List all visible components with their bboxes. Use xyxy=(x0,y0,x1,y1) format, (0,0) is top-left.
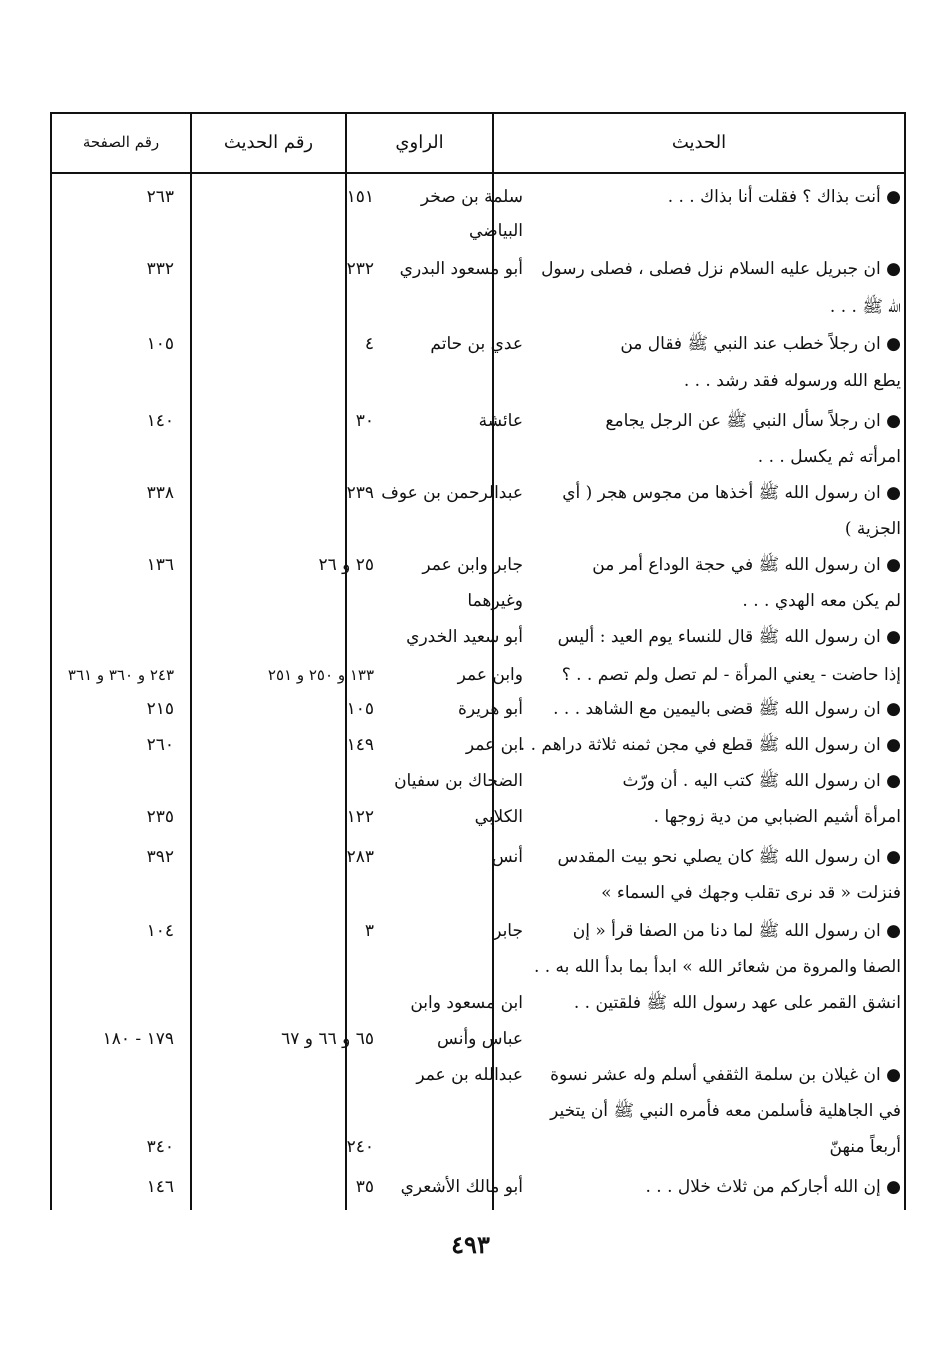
hadith-text: الله ﷺ . . . xyxy=(829,297,901,317)
rawi-text: ابن مسعود وابن xyxy=(410,993,523,1013)
rawi-text: وابن عمر xyxy=(457,665,523,685)
hadith-text: ● ان رسول الله ﷺ في حجة الوداع أمر من xyxy=(592,555,901,575)
hadith-number: ٢٤٠ xyxy=(346,1137,374,1157)
hadith-text: أربعاً منهنّ xyxy=(829,1137,901,1157)
hadith-text: ● إن الله أجاركم من ثلاث خلال . . . xyxy=(645,1177,901,1197)
rawi-text: عدي بن حاتم xyxy=(430,334,523,354)
page-number: ٢٣٥ xyxy=(146,807,174,827)
hadith-number: ٣ xyxy=(364,921,374,941)
rawi-text: الكلابي xyxy=(474,807,523,827)
hadith-text: ● ان رسول الله ﷺ قضى باليمين مع الشاهد . . . xyxy=(553,699,901,719)
rawi-text: البياضي xyxy=(469,221,523,241)
hadith-text: امرأة أشيم الضبابي من دية زوجها . xyxy=(653,807,901,827)
page-folio-number: ٤٩٣ xyxy=(451,1230,490,1259)
page-number: ١٧٩ - ١٨٠ xyxy=(102,1029,174,1049)
hadith-text: في الجاهلية فأسلمن معه فأمره النبي ﷺ أن يتخير xyxy=(550,1101,901,1121)
hadith-number: ١٥١ xyxy=(346,187,374,207)
hadith-text: امرأته ثم يكسل . . . xyxy=(757,447,901,467)
hadith-number: ١٤٩ xyxy=(346,735,374,755)
rawi-text: عباس وأنس xyxy=(437,1029,523,1049)
page-number: ١٠٥ xyxy=(146,334,174,354)
hadith-text: يطع الله ورسوله فقد رشد . . . xyxy=(683,371,901,391)
hadith-number: ٣٥ xyxy=(355,1177,374,1197)
hadith-number: ٢٣٩ xyxy=(346,483,374,503)
hadith-text: ● ان رجلاً سأل النبي ﷺ عن الرجل يجامع xyxy=(605,411,901,431)
page-number: ١٠٤ xyxy=(146,921,174,941)
hadith-text: الجزية ) xyxy=(844,519,901,539)
rawi-text: عبدالله بن عمر xyxy=(416,1065,523,1085)
page-number: ٢١٥ xyxy=(146,699,174,719)
hadith-text: لم يكن معه الهدي . . . xyxy=(742,591,901,611)
rawi-text: وغيرهما xyxy=(467,591,523,611)
hadith-text: ● ان رجلاً خطب عند النبي ﷺ فقال من xyxy=(620,334,901,354)
hadith-text: الصفا والمروة من شعائر الله » ابدأ بما بدأ الله به . . xyxy=(533,957,901,977)
rawi-text: الضحاك بن سفيان xyxy=(394,771,523,791)
rawi-text: عبدالرحمن بن عوف xyxy=(381,483,523,503)
rawi-text: جابر xyxy=(493,921,523,941)
page-number: ٣٣٢ xyxy=(146,259,174,279)
rawi-text: أنس xyxy=(491,847,523,867)
rawi-text: أبو سعيد الخدري xyxy=(406,627,523,647)
hadith-text: ● ان جبريل عليه السلام نزل فصلى ، فصلى رسول xyxy=(541,259,901,279)
page-number: ١٤٠ xyxy=(146,411,174,431)
hadith-text: ● ان رسول الله ﷺ لما دنا من الصفا قرأ « إن xyxy=(572,921,901,941)
hadith-text: ● ان رسول الله ﷺ كان يصلي نحو بيت المقدس xyxy=(557,847,901,867)
header-divider xyxy=(50,172,906,174)
page-number: ٣٣٨ xyxy=(146,483,174,503)
hadith-text: ● ان رسول الله ﷺ قال للنساء يوم العيد : أليس xyxy=(557,627,901,647)
col-divider-3 xyxy=(190,112,192,1210)
header-rawi: الراوي xyxy=(395,131,444,153)
page-number: ٢٤٣ و ٣٦٠ و ٣٦١ xyxy=(67,666,174,684)
page-number: ٣٩٢ xyxy=(146,847,174,867)
rawi-text: سلمة بن صخر xyxy=(420,187,523,207)
hadith-text: انشق القمر على عهد رسول الله ﷺ فلقتين . . xyxy=(573,993,901,1013)
rawi-text: أبو مالك الأشعري xyxy=(400,1177,523,1197)
rawi-text: أبو مسعود البدري xyxy=(399,259,523,279)
hadith-number: ٢٥ و ٢٦ xyxy=(318,555,374,575)
hadith-text: ● ان غيلان بن سلمة الثقفي أسلم وله عشر نسوة xyxy=(550,1065,901,1085)
hadith-text: ● ان رسول الله ﷺ قطع في مجن ثمنه ثلاثة دراهم . . . xyxy=(508,735,901,755)
hadith-number: ١٢٢ xyxy=(346,807,374,827)
hadith-number: ٢٨٣ xyxy=(346,847,374,867)
page-number: ٢٦٠ xyxy=(146,735,174,755)
page-number: ١٤٦ xyxy=(146,1177,174,1197)
rawi-text: عائشة xyxy=(478,411,523,431)
rawi-text: ابن عمر xyxy=(465,735,523,755)
hadith-number: ٣٠ xyxy=(355,411,374,431)
header-hadith: الحديث xyxy=(671,131,727,153)
hadith-number: ٢٣٢ xyxy=(346,259,374,279)
header-hadith-number: رقم الحديث xyxy=(223,131,314,153)
hadith-number: ٦٥ و ٦٦ و ٦٧ xyxy=(281,1029,374,1049)
hadith-text: إذا حاضت - يعني المرأة - لم تصل ولم تصم . . ؟ xyxy=(561,665,901,685)
hadith-text: ● أنت بذاك ؟ فقلت أنا بذاك . . . xyxy=(667,187,901,207)
page-number: ٢٦٣ xyxy=(146,187,174,207)
rawi-text: جابر وابن عمر xyxy=(422,555,523,575)
hadith-number: ١٣٣ و ٢٥٠ و ٢٥١ xyxy=(267,666,374,684)
hadith-text: فنزلت « قد نرى تقلب وجهك في السماء » xyxy=(601,883,901,903)
header-page-number: رقم الصفحة xyxy=(82,133,160,151)
page-number: ٣٤٠ xyxy=(146,1137,174,1157)
hadith-number: ٤ xyxy=(364,334,374,354)
hadith-text: ● ان رسول الله ﷺ كتب اليه . أن ورّث xyxy=(622,771,901,791)
hadith-number: ١٠٥ xyxy=(346,699,374,719)
rawi-text: أبو هريرة xyxy=(457,699,523,719)
hadith-text: ● ان رسول الله ﷺ أخذها من مجوس هجر ( أي xyxy=(562,483,901,503)
page-number: ١٣٦ xyxy=(146,555,174,575)
